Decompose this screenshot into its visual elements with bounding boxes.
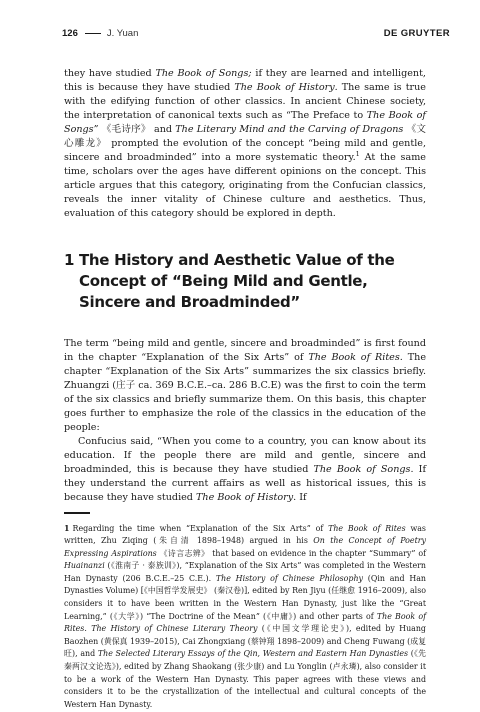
text-run: . The chapter “Explanation of the Six Arts” summarizes the six classics briefly. Zhuangzi (庄子 ca. 369 B.C.E.–ca. 286 B.C.E) was the first to coin the term of the six classics and briefly summarize them. On this basis, this chapter goes further to emphasize the role of the classics in the education of the people:: [64, 352, 426, 433]
text-run: (Qin and Han Dynasties Volume) [《中国哲学发展史》 (秦汉卷)], edited by Ren Jiyu (任继愈 1916–2009), also considers it to have been written in the Western Han Dynasty, just like the “Great Learning,” (《大学》) “The Doctrine of the Mean” (《中庸》) and other parts of: [64, 573, 426, 621]
paragraph-term: [64, 337, 426, 435]
italic-title: The Book of Rites: [308, 352, 400, 363]
section-number: 1: [64, 251, 75, 269]
text-run: 《诗言志辨》 that based on evidence in the chapter “Summary” of: [156, 548, 426, 558]
text-run: they have studied: [64, 68, 156, 79]
text-run: was written, Zhu Ziqing (朱自清 1898–1948) argued in his: [64, 523, 426, 546]
header-dash: [85, 33, 101, 35]
italic-title: The History of Chinese Literary Theory: [91, 624, 258, 634]
italic-title: The Literary Mind and the Carving of Dragons: [175, 124, 404, 135]
italic-title: The Book of History: [196, 492, 294, 503]
text-run: 《文心雕龙》 prompted the evolution of the concept “being mild and gentle, sincere and broadminded” into a more systematic theory.: [64, 124, 427, 163]
italic-title: The History of Chinese Philosophy: [215, 573, 363, 583]
running-header: [62, 28, 450, 42]
text-run: . The same is true with the edifying function of other classics. In ancient Chinese society, the interpretation of canonical texts such as “The Preface to: [64, 82, 426, 121]
italic-title: Huainanzi: [64, 561, 105, 571]
text-run: (《中国文学理论史》), edited by Huang Baozhen (黄保真 1939–2015), Cai Zhongxiang (蔡钟翔 1898–2009) and Cheng Fuwang (成复旺), and: [64, 624, 426, 659]
text-run: .: [84, 624, 92, 634]
footnote-number: 1: [64, 523, 70, 533]
footnote: [64, 523, 426, 712]
text-run: At the same time, scholars over the ages have different opinions on the concept. This article argues that this category, originating from the Confucian classics, reveals the inner vitality of Chinese culture and aesthetics. Thus, evaluation of this category should be explored in depth.: [64, 152, 426, 219]
paragraph-quote: [64, 435, 426, 505]
footnote-reference: 1: [355, 149, 360, 158]
text-run: The term “being mild and gentle, sincere and broadminded” is first found in the chapter “Explanation of the Six Arts” of: [64, 338, 426, 363]
italic-title: The Book of Rites: [328, 523, 406, 533]
body-text: [64, 67, 426, 711]
italic-title: The Selected Literary Essays of the Qin, Western and Eastern Han Dynasties: [97, 649, 409, 659]
text-run: (《淮南子 · 泰族训》), “Explanation of the Six Arts” was completed in the Western Han Dynasty (206 B.C.E.–25 C.E.).: [64, 561, 426, 583]
italic-title: The Book of Rites: [64, 611, 426, 634]
header-author: J. Yuan: [106, 28, 139, 39]
italic-title: The Book of History: [234, 82, 335, 93]
text-run: ” 《毛诗序》 and: [93, 124, 176, 135]
text-run: Confucius said, “When you come to a country, you can know about its education. If the people there are mild and gentle, sincere and broadminded, this is because they have studied: [64, 436, 426, 475]
italic-title: On the Concept of Poetry Expressing Aspirations: [64, 536, 427, 558]
italic-title: The Book of Songs: [313, 464, 411, 475]
italic-title: The Book of Songs;: [155, 68, 252, 79]
italic-title: The Book of Songs: [64, 110, 426, 135]
paragraph-intro: [64, 67, 426, 221]
text-run: Regarding the time when “Explanation of the Six Arts” of: [72, 523, 329, 533]
footnote-rule: [64, 512, 90, 514]
footnote-text: [64, 524, 426, 709]
text-run: if they are learned and intelligent, this is because they have studied: [64, 68, 426, 93]
text-run: (《先秦两汉文论选》), edited by Zhang Shaokang (张少康) and Lu Yonglin (卢永璘), also consider it to be a work of the Western Han Dynasty. This paper agrees with these views and considers it to be the crystallization of the intellectual and cultural concepts of the Western Han Dynasty.: [64, 649, 426, 709]
text-run: . If: [293, 492, 307, 503]
page-number: 126: [62, 28, 78, 39]
publisher-name: DE GRUYTER: [383, 28, 450, 39]
section-title: The History and Aesthetic Value of the Concept of “Being Mild and Gentle, Sincere and Broadminded”: [79, 251, 395, 311]
section-heading: [64, 250, 426, 313]
text-run: . If they understand the current affairs as well as historical issues, this is because they have studied: [64, 464, 426, 503]
